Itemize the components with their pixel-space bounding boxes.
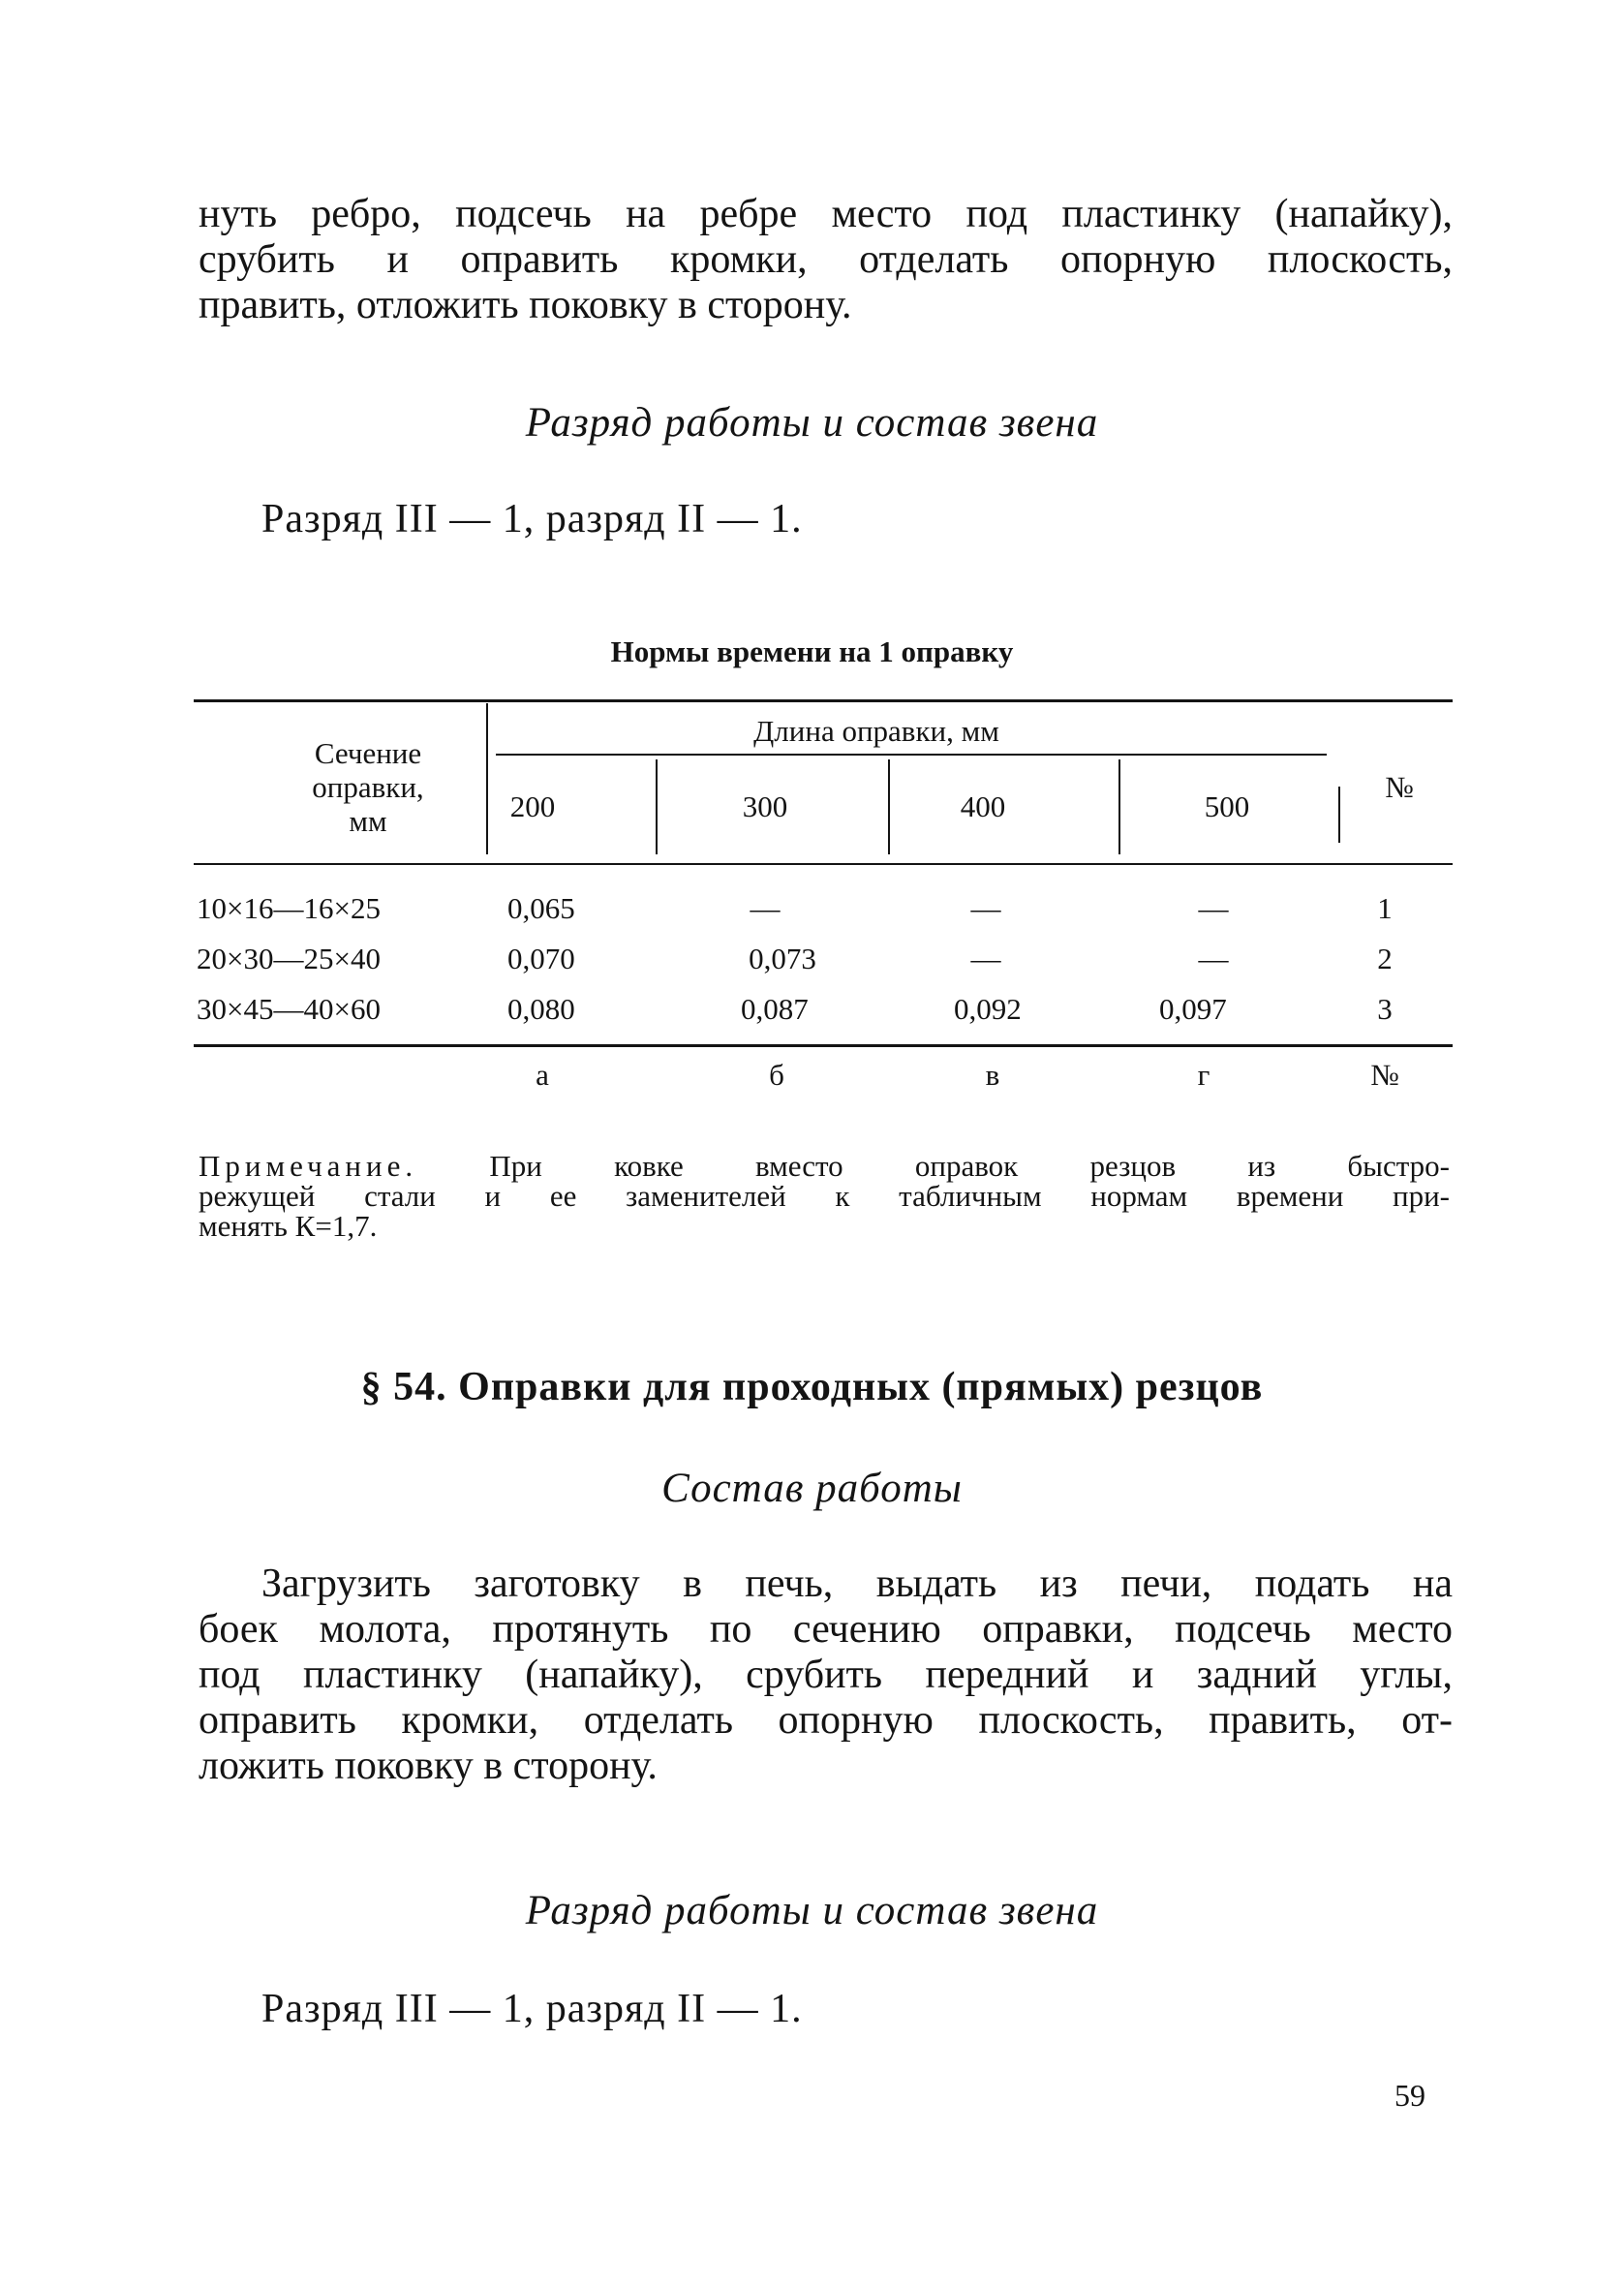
- intro-line: нуть ребро, подсечь на ребре место под пластинку (напайку),: [199, 192, 1453, 236]
- header-section: [223, 736, 513, 838]
- column-divider: [486, 703, 488, 854]
- table-bottom-rule: [194, 1044, 1453, 1047]
- table-title: Нормы времени на 1 оправку: [610, 634, 1014, 668]
- table-note: [199, 1151, 1450, 1241]
- header-length-500: 500: [1204, 789, 1250, 823]
- work-heading: Состав работы: [661, 1466, 963, 1511]
- cell-value: 0,080: [507, 992, 575, 1026]
- header-section-line: Сечение: [314, 736, 422, 770]
- column-letter: а: [536, 1058, 549, 1092]
- note-line: режущей стали и ее заменителей к табличным нормам времени при-: [199, 1179, 1450, 1213]
- grade-heading: Разряд работы и состав звена: [525, 1888, 1099, 1933]
- column-divider: [656, 759, 658, 854]
- header-section-line: оправки,: [312, 770, 424, 804]
- header-section-line: мм: [349, 804, 387, 838]
- column-letter: б: [769, 1058, 784, 1092]
- work-line: под пластинку (напайку), срубить передний и задний углы,: [199, 1653, 1453, 1697]
- work-paragraph: [199, 1561, 1453, 1789]
- work-line: боек молота, протянуть по сечению оправки, подсечь место: [199, 1607, 1453, 1652]
- column-divider: [1118, 759, 1120, 854]
- column-divider: [888, 759, 890, 854]
- note-text: При ковке вместо оправок резцов из быстро-: [489, 1149, 1451, 1183]
- cell-no: 3: [1377, 992, 1393, 1026]
- header-length-300: 300: [742, 789, 788, 823]
- column-divider: [1338, 787, 1340, 843]
- cell-value: 0,087: [741, 992, 809, 1026]
- cell-section: 20×30—25×40: [197, 942, 381, 975]
- table-header-rule: [194, 863, 1453, 865]
- cell-value: —: [1198, 891, 1229, 925]
- intro-line: править, отложить поковку в сторону.: [199, 283, 852, 327]
- intro-line: срубить и оправить кромки, отделать опорную плоскость,: [199, 237, 1453, 282]
- grade-line: Разряд III — 1, разряд II — 1.: [261, 1987, 803, 2031]
- section-heading: § 54. Оправки для проходных (прямых) резцов: [360, 1365, 1264, 1409]
- header-length-rule: [496, 754, 1327, 756]
- header-length-200: 200: [509, 789, 556, 823]
- header-length-400: 400: [960, 789, 1006, 823]
- grade-line: Разряд III — 1, разряд II — 1.: [261, 497, 803, 541]
- cell-value: —: [970, 942, 1001, 975]
- cell-no: 2: [1377, 942, 1393, 975]
- note-label: Примечание.: [199, 1149, 418, 1183]
- header-no: №: [1385, 770, 1414, 804]
- grade-heading: Разряд работы и состав звена: [525, 400, 1099, 446]
- note-line: [199, 1151, 1450, 1181]
- cell-no: 1: [1377, 891, 1393, 925]
- page-number: 59: [1394, 2078, 1425, 2113]
- work-line: ложить поковку в сторону.: [199, 1744, 658, 1788]
- cell-value: 0,065: [507, 891, 575, 925]
- cell-value: 0,073: [749, 942, 816, 975]
- cell-section: 30×45—40×60: [197, 992, 381, 1026]
- header-length: Длина оправки, мм: [753, 714, 999, 748]
- column-letter-no: №: [1370, 1058, 1399, 1092]
- column-letter: в: [985, 1058, 1000, 1092]
- intro-paragraph: [199, 192, 1453, 328]
- cell-section: 10×16—16×25: [197, 891, 381, 925]
- cell-value: 0,092: [954, 992, 1022, 1026]
- cell-value: 0,097: [1159, 992, 1227, 1026]
- cell-value: 0,070: [507, 942, 575, 975]
- work-line: оправить кромки, отделать опорную плоскость, править, от-: [199, 1698, 1453, 1743]
- work-line: Загрузить заготовку в печь, выдать из печи, подать на: [261, 1561, 1453, 1606]
- cell-value: —: [970, 891, 1001, 925]
- column-letter: г: [1197, 1058, 1210, 1092]
- cell-value: —: [1198, 942, 1229, 975]
- note-line: менять К=1,7.: [199, 1209, 378, 1243]
- cell-value: —: [750, 891, 781, 925]
- table-top-rule: [194, 699, 1453, 702]
